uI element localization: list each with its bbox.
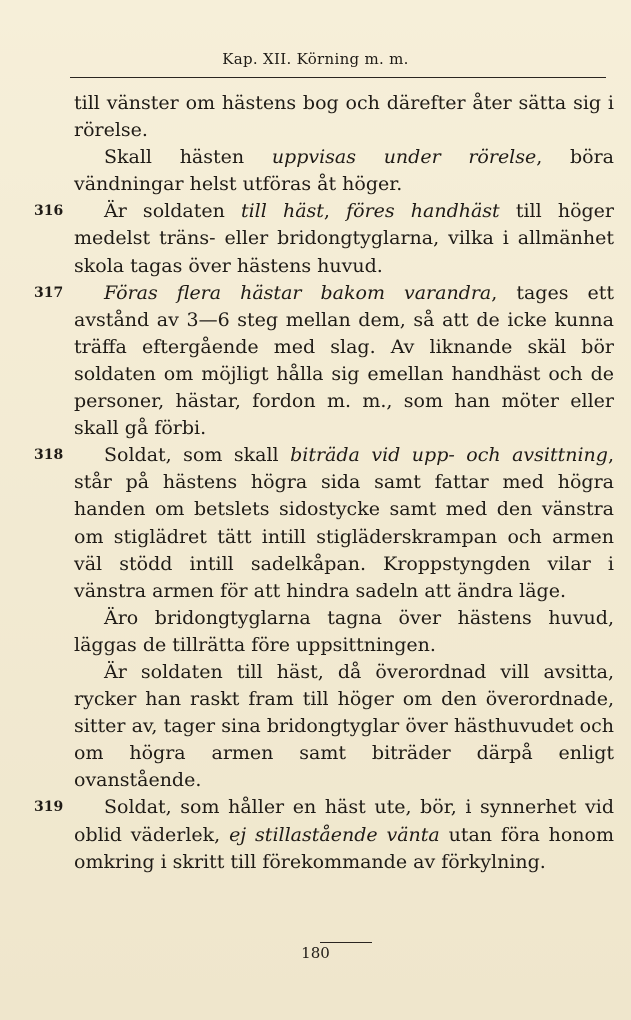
emphasized-text: biträda vid upp- och avsittning [290, 444, 608, 467]
emphasized-text: till häst [240, 200, 324, 223]
emphasized-text: ej stillastående vänta [229, 823, 440, 846]
section-319 [34, 794, 614, 875]
emphasized-text: uppvisas under rörelse [271, 146, 537, 169]
page-number: 180 [301, 944, 330, 962]
emphasized-text: föres handhäst [346, 200, 500, 223]
text-run: , böra vändningar helst utföras åt höger. [74, 146, 614, 196]
section-number: 316 [34, 203, 64, 220]
text-run: Är soldaten till häst, då överordnad vill avsitta, rycker han raskt fram till höger om den överordnade, sitter av, tager sina bridongtyglar över hästhuvudet och om högra armen samt biträder därpå enligt ovanstående. [74, 660, 614, 792]
paragraph [74, 144, 614, 198]
text-run: , tages ett avstånd av 3—6 steg mellan dem, så att de icke kunna träffa eftergående med slag. Av liknande skäl bör soldaten om möjligt hålla sig emellan handhäst och de personer, hästar, fordon m. m., som han möter eller skall gå förbi. [74, 281, 614, 440]
body-text [34, 90, 614, 876]
text-run: Skall hästen [104, 146, 272, 169]
text-run: till vänster om hästens bog och därefter åter sätta sig i rörelse. [74, 92, 614, 142]
paragraph [74, 90, 614, 144]
text-run: Äro bridongtyglarna tagna över hästens huvud, läggas de tillrätta före uppsittningen. [74, 606, 614, 656]
text-run: , [323, 200, 347, 223]
paragraph [74, 605, 614, 659]
running-header: Kap. XII. Körning m. m. [222, 50, 409, 68]
text-run: till höger medelst träns- eller bridongtyglarna, vilka i allmänhet skola tagas över hästens huvud. [74, 200, 614, 277]
section-317 [34, 280, 614, 443]
section-318 [34, 442, 614, 605]
text-run: utan föra honom omkring i skritt till förekommande av förkylning. [74, 823, 614, 873]
section-316 [34, 198, 614, 279]
header-rule [70, 77, 606, 78]
text-run: Soldat, som håller en häst ute, bör, i synnerhet vid oblid väderlek, [74, 796, 614, 846]
text-run: , står på hästens högra sida samt fattar med högra handen om betslets sidostycke samt med den vänstra om stiglädret tätt intill stigläderskrampan och armen väl stödd intill sadelkåpan. Kroppstyngden vilar i vänstra armen för att hindra sadeln att ändra läge. [74, 444, 614, 602]
section-number: 319 [34, 799, 64, 816]
text-run: Är soldaten [104, 200, 241, 223]
text-run: Soldat, som skall [104, 444, 291, 467]
paragraph [74, 659, 614, 794]
emphasized-text: Föras flera hästar bakom varandra [104, 281, 492, 304]
section-number: 317 [34, 284, 64, 301]
section-number: 318 [34, 447, 64, 464]
footer-rule [320, 942, 372, 943]
